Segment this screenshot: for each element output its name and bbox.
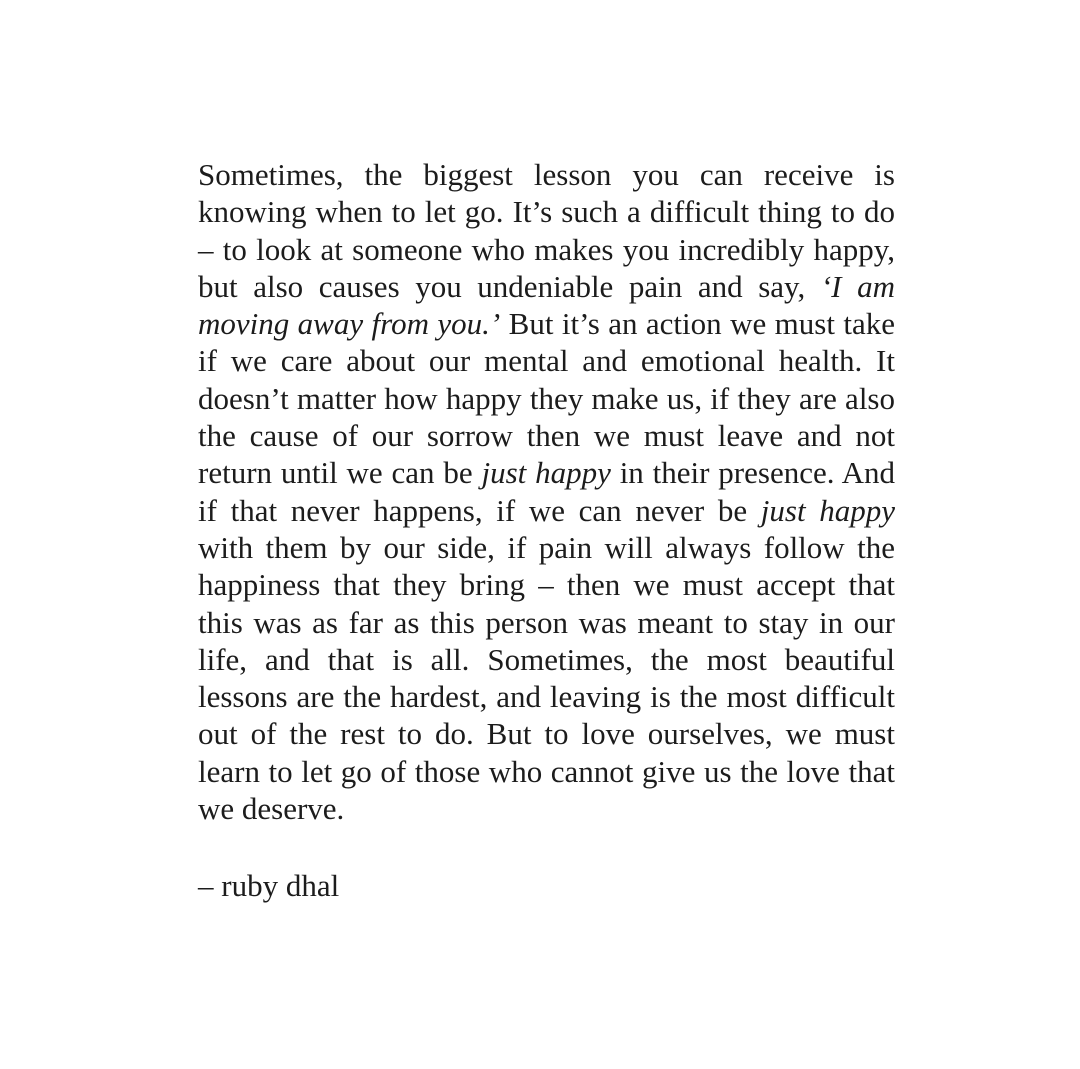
quote-body — [198, 156, 895, 827]
quote-italic-phrase: ‘I am moving away from you.’ — [198, 268, 895, 342]
quote-attribution: – ruby dhal — [198, 868, 340, 903]
quote-text-segment: in their presence. And if that never happens, if we can never be — [198, 455, 895, 528]
quote-text-segment: But it’s an action we must take if we care about our mental and emotional health. It doesn’t matter how happy they make us, if they are also the cause of our sorrow then we must leave and not return until we can be — [198, 306, 895, 491]
quote-text-segment: with them by our side, if pain will always follow the happiness that they bring – then we must accept that this was as far as this person was meant to stay in our life, and that is all. Sometimes, the most beautiful lessons are the hardest, and leaving is the most difficult out of the rest to do. But to love ourselves, we must learn to let go of those who cannot give us the love that we deserve. — [198, 529, 895, 827]
quote-italic-phrase: just happy — [481, 455, 611, 491]
quote-italic-phrase: just happy — [760, 492, 895, 528]
quote-text-segment: Sometimes, the biggest lesson you can receive is knowing when to let go. It’s such a difficult thing to do – to look at someone who makes you incredibly happy, but also causes you undeniable pain and say, — [198, 157, 895, 304]
